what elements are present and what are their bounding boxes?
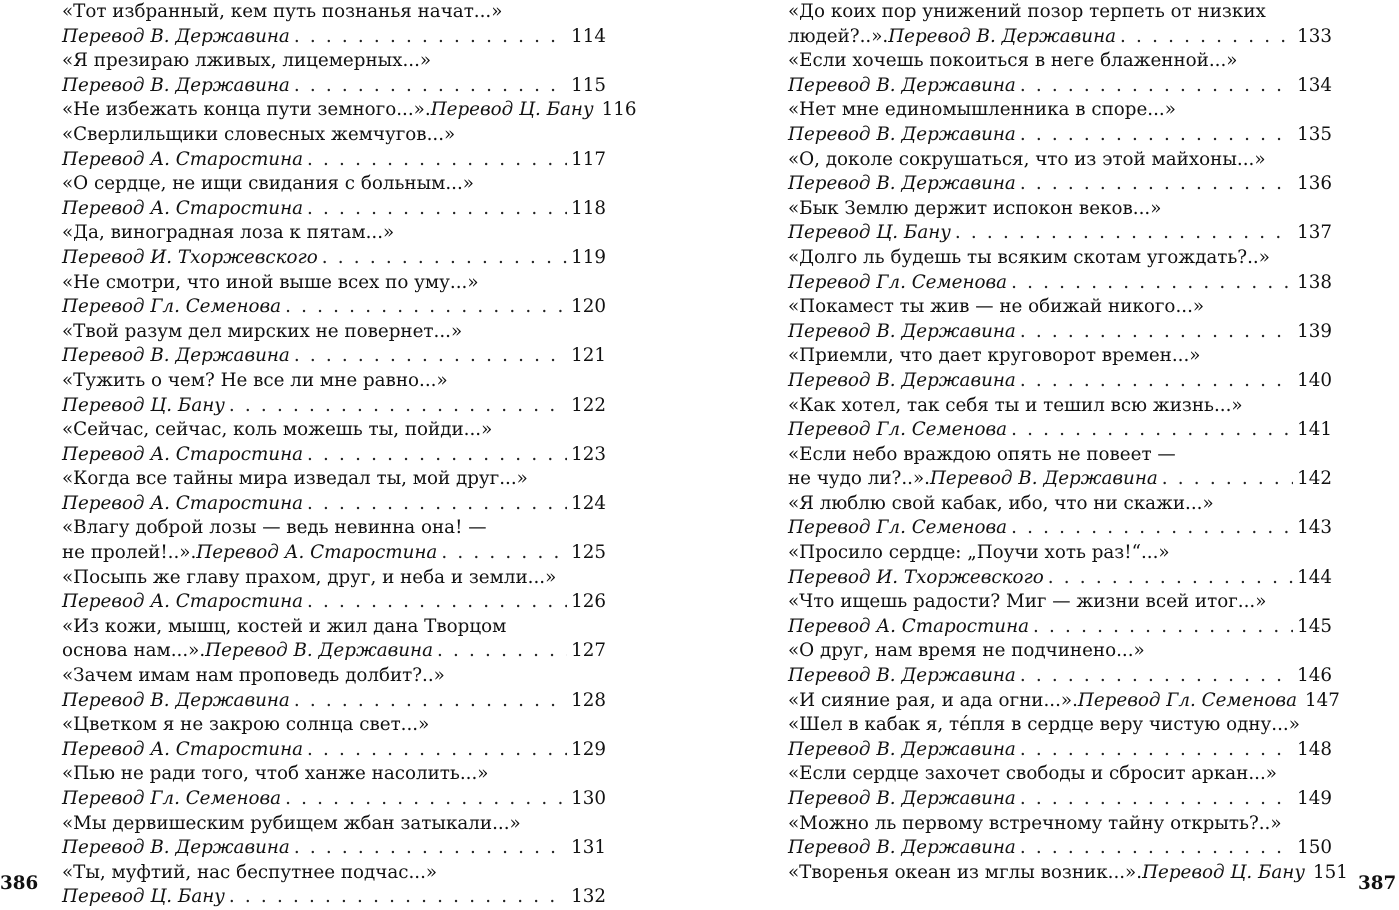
translator-credit: Перевод Гл. Семенова [1077,689,1297,711]
entry-line [62,836,606,861]
dot-leader [1020,172,1293,197]
toc-entry[interactable] [788,492,1332,541]
entry-line [788,271,1332,296]
entry-title-inline: «Творенья океан из мглы возник...». [788,861,1143,883]
translator-credit: Перевод Ц. Бану [62,394,225,416]
translator-credit: Перевод В. Державина [929,468,1158,490]
toc-entry[interactable] [62,98,637,123]
entry-line [62,246,606,271]
entry-title: «Посыпь же главу прахом, друг, и неба и земли...» [62,566,557,588]
translator-credit: Перевод А. Старостина [62,443,304,465]
dot-leader [229,394,567,419]
entry-title: «Тужить о чем? Не все ли мне равно...» [62,369,448,391]
entry-title: «Шел в кабак я, тéпля в сердце веру чистую одну...» [788,714,1300,736]
toc-entry[interactable] [788,639,1332,688]
entry-page-number: 144 [1297,566,1332,588]
translator-credit: Перевод В. Державина [62,345,290,367]
dot-leader [1020,664,1293,689]
entry-page-number: 124 [571,492,606,514]
entry-line [62,639,606,664]
translator-credit: Перевод В. Державина [62,74,290,96]
entry-title: «Если хочешь покоиться в неге блаженной...» [788,50,1238,72]
entry-line [62,98,637,123]
entry-line [788,664,1332,689]
translator-credit: Перевод Ц. Бану [430,99,594,121]
entry-title-inline: «И сияние рая, и ада огни...». [788,689,1078,711]
entry-page-number: 121 [571,345,606,367]
toc-entry[interactable] [62,271,606,320]
translator-credit: Перевод Ц. Бану [788,222,951,244]
dot-leader [1120,25,1293,50]
entry-line [788,738,1332,763]
entry-page-number: 141 [1297,419,1332,441]
translator-credit: Перевод Ц. Бану [62,886,225,908]
entry-line [62,738,606,763]
toc-entry[interactable] [788,344,1332,393]
dot-leader [285,787,567,812]
entry-page-number: 140 [1297,369,1332,391]
entry-page-number: 131 [571,837,606,859]
entry-page-number: 125 [571,542,606,564]
toc-entry[interactable] [788,246,1332,295]
entry-title: «Нет мне единомышленника в споре...» [788,99,1176,121]
dot-leader [307,148,567,173]
entry-page-number: 129 [571,738,606,760]
translator-credit: Перевод В. Державина [788,665,1016,687]
dot-leader [307,197,567,222]
entry-page-number: 147 [1304,689,1340,711]
entry-title: «Сейчас, сейчас, коль можешь ты, пойди...» [62,419,493,441]
entry-line [62,787,606,812]
entry-line [62,394,606,419]
left-page-toc [62,0,637,910]
dot-leader [294,344,567,369]
translator-credit: Перевод В. Державина [788,320,1016,342]
entry-title: «Когда все тайны мира изведал ты, мой друг...» [62,468,528,490]
toc-entry[interactable] [62,0,606,49]
entry-line [788,615,1332,640]
toc-entry[interactable] [62,713,606,762]
translator-credit: Перевод Гл. Семенова [788,419,1008,441]
dot-leader [1020,369,1293,394]
dot-leader [307,590,567,615]
entry-line [788,836,1332,861]
translator-credit: Перевод В. Державина [788,173,1016,195]
entry-page-number: 130 [571,788,606,809]
entry-page-number: 117 [571,148,606,170]
entry-title-inline: «Не избежать конца пути земного...». [62,99,431,121]
translator-credit: Перевод В. Державина [62,25,290,47]
translator-credit: Перевод А. Старостина [62,591,304,613]
dot-leader [1020,320,1293,345]
entry-page-number: 150 [1297,837,1332,859]
dot-leader [955,221,1293,246]
entry-title: «О, доколе сокрушаться, что из этой майхоны...» [788,148,1266,170]
entry-line [62,295,606,320]
entry-line [788,418,1332,443]
dot-leader [1033,615,1293,640]
entry-page-number: 132 [571,886,606,908]
entry-title-inline: людей?..». [788,25,889,47]
entry-line [62,344,606,369]
translator-credit: Перевод В. Державина [788,369,1016,391]
entry-page-number: 119 [571,246,606,268]
entry-title: «Можно ль первому встречному тайну открыть?..» [788,812,1282,834]
translator-credit: Перевод Ц. Бану [1142,861,1305,883]
entry-title: «Тот избранный, кем путь познанья начат...» [62,1,503,22]
translator-credit: Перевод В. Державина [62,837,290,859]
toc-entry[interactable] [788,49,1332,98]
toc-entry[interactable] [62,762,606,811]
toc-entry[interactable] [62,467,606,516]
entry-title: «Я люблю свой кабак, ибо, что ни скажи...» [788,492,1214,514]
entry-page-number: 114 [571,25,606,47]
toc-entry[interactable] [788,861,1348,886]
translator-credit: Перевод А. Старостина [196,542,438,564]
toc-entry[interactable] [788,98,1332,147]
entry-line [62,689,606,714]
entry-page-number: 148 [1297,738,1332,760]
toc-entry[interactable] [62,49,606,98]
toc-entry[interactable] [62,123,606,172]
toc-entry[interactable] [788,443,1332,492]
entry-title: «Я презираю лживых, лицемерных...» [62,50,432,72]
entry-page-number: 116 [601,99,637,121]
dot-leader [1020,787,1293,812]
page-number-right: 387 [1358,873,1397,894]
dot-leader [294,836,567,861]
entry-title: «Из кожи, мышц, костей и жил дана Творцом [62,615,507,637]
toc-entry[interactable] [788,148,1332,197]
entry-page-number: 133 [1297,25,1332,47]
dot-leader [437,639,567,664]
entry-line [788,74,1332,99]
entry-line [788,221,1332,246]
entry-title: «Если небо враждою опять не повеет — [788,443,1176,465]
entry-title: «Мы дервишеским рубищем жбан затыкали...» [62,812,521,834]
entry-page-number: 128 [571,689,606,711]
dot-leader [1011,271,1293,296]
page-number-left: 386 [0,873,39,894]
translator-credit: Перевод И. Тхоржевского [788,566,1044,588]
entry-line [788,123,1332,148]
entry-line [788,320,1332,345]
entry-line [62,197,606,222]
dot-leader [285,295,567,320]
entry-page-number: 122 [571,394,606,416]
toc-entry[interactable] [788,812,1332,861]
dot-leader [1162,467,1293,492]
translator-credit: Перевод Гл. Семенова [62,296,282,318]
toc-entry[interactable] [62,566,606,615]
dot-leader [1020,74,1293,99]
translator-credit: Перевод И. Тхоржевского [62,246,318,268]
entry-title: «О друг, нам время не подчинено...» [788,640,1145,662]
entry-title: «Твой разум дел мирских не повернет...» [62,320,463,342]
entry-title: «Влагу доброй лозы — ведь невинна она! — [62,517,487,539]
translator-credit: Перевод В. Державина [788,788,1016,809]
translator-credit: Перевод В. Державина [788,837,1016,859]
entry-title: «Сверлильщики словесных жемчугов...» [62,123,456,145]
entry-line [62,74,606,99]
dot-leader [307,492,567,517]
entry-line [788,861,1348,886]
toc-entry[interactable] [788,590,1332,639]
entry-title: «Просило сердце: „Поучи хоть раз!“...» [788,542,1170,564]
toc-entry[interactable] [62,615,606,664]
toc-entry[interactable] [788,197,1332,246]
entry-page-number: 146 [1297,665,1332,687]
entry-page-number: 127 [571,640,606,662]
entry-line [788,172,1332,197]
toc-entry[interactable] [62,369,606,418]
entry-line [62,492,606,517]
entry-page-number: 135 [1297,123,1332,145]
dot-leader [441,541,567,566]
toc-entry[interactable] [62,221,606,270]
dot-leader [1048,566,1293,591]
toc-entry[interactable] [62,516,606,565]
entry-title: «О сердце, не ищи свидания с больным...» [62,173,474,195]
entry-title-inline: основа нам...». [62,640,206,662]
entry-page-number: 142 [1297,468,1332,490]
entry-page-number: 123 [571,443,606,465]
entry-title: «Зачем имам нам проповедь долбит?..» [62,665,445,687]
entry-page-number: 145 [1297,615,1332,637]
toc-entry[interactable] [62,664,606,713]
entry-title: «Приемли, что дает круговорот времен...» [788,345,1201,367]
dot-leader [1011,418,1293,443]
translator-credit: Перевод В. Державина [788,123,1016,145]
entry-title: «Пью не ради того, чтоб ханже насолить...» [62,763,489,785]
translator-credit: Перевод Гл. Семенова [788,271,1008,293]
dot-leader [322,246,567,271]
entry-page-number: 115 [571,74,606,96]
entry-title: «Что ищешь радости? Миг — жизни всей итог...» [788,591,1267,613]
entry-title-inline: не чудо ли?..». [788,468,930,490]
entry-page-number: 139 [1297,320,1332,342]
toc-entry[interactable] [62,861,606,910]
dot-leader [294,689,567,714]
toc-entry[interactable] [788,713,1332,762]
toc-entry[interactable] [62,320,606,369]
entry-page-number: 151 [1312,861,1348,883]
entry-page-number: 126 [571,591,606,613]
dot-leader [1020,738,1293,763]
translator-credit: Перевод В. Державина [888,25,1117,47]
entry-page-number: 120 [571,296,606,318]
entry-line [788,787,1332,812]
toc-entry[interactable] [788,541,1332,590]
entry-title-inline: не пролей!..». [62,542,197,564]
entry-line [62,541,606,566]
entry-title: «Как хотел, так себя ты и тешил всю жизнь...» [788,394,1243,416]
entry-title: «Долго ль будешь ты всяким скотам угождать?..» [788,246,1270,268]
dot-leader [307,738,567,763]
dot-leader [294,25,567,50]
dot-leader [307,443,567,468]
entry-line [788,467,1332,492]
entry-title: «Да, виноградная лоза к пятам...» [62,222,395,244]
entry-line [62,590,606,615]
dot-leader [1020,123,1293,148]
entry-title: «Если сердце захочет свободы и сбросит аркан...» [788,763,1277,785]
entry-line [788,689,1340,714]
toc-entry[interactable] [788,295,1332,344]
dot-leader [1011,516,1293,541]
entry-page-number: 136 [1297,173,1332,195]
translator-credit: Перевод Гл. Семенова [62,788,282,809]
toc-entry[interactable] [788,762,1332,811]
entry-title: «Не смотри, что иной выше всех по уму...» [62,271,479,293]
entry-title: «Бык Землю держит испокон веков...» [788,197,1162,219]
entry-page-number: 138 [1297,271,1332,293]
translator-credit: Перевод В. Державина [788,74,1016,96]
toc-entry[interactable] [788,689,1340,714]
entry-page-number: 137 [1297,222,1332,244]
entry-line [788,516,1332,541]
entry-page-number: 134 [1297,74,1332,96]
translator-credit: Перевод А. Старостина [62,148,304,170]
entry-title: «Цветком я не закрою солнца свет...» [62,714,430,736]
entry-line [62,25,606,50]
entry-title: «До коих пор унижений позор терпеть от низких [788,1,1266,22]
entry-line [788,25,1332,50]
right-page-toc [788,0,1348,885]
translator-credit: Перевод Гл. Семенова [788,517,1008,539]
translator-credit: Перевод В. Державина [788,738,1016,760]
entry-page-number: 118 [571,197,606,219]
entry-line [788,566,1332,591]
entry-line [62,148,606,173]
dot-leader [1020,836,1293,861]
toc-entry[interactable] [788,0,1332,49]
toc-entry[interactable] [62,418,606,467]
toc-entry[interactable] [62,172,606,221]
entry-title: «Покамест ты жив — не обижай никого...» [788,296,1205,318]
translator-credit: Перевод А. Старостина [62,492,304,514]
entry-line [62,443,606,468]
translator-credit: Перевод В. Державина [62,689,290,711]
dot-leader [294,74,567,99]
toc-entry[interactable] [788,394,1332,443]
translator-credit: Перевод А. Старостина [62,738,304,760]
translator-credit: Перевод А. Старостина [788,615,1030,637]
toc-entry[interactable] [62,812,606,861]
entry-page-number: 143 [1297,517,1332,539]
entry-page-number: 149 [1297,788,1332,809]
entry-line [788,369,1332,394]
translator-credit: Перевод А. Старостина [62,197,304,219]
entry-title: «Ты, муфтий, нас беспутнее подчас...» [62,861,438,883]
translator-credit: Перевод В. Державина [205,640,433,662]
